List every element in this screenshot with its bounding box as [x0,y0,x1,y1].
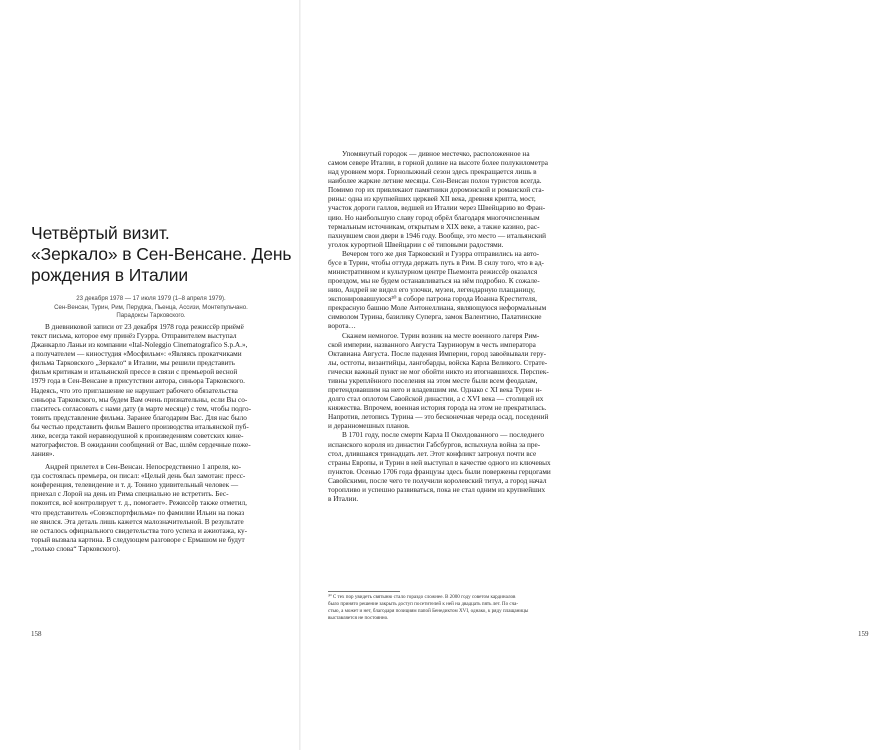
text-line: не явился. Эта деталь лишь кажется малозначительной. В результате [31,517,244,526]
text-line: гически важный пункт не мог обойти никто из втогнавшихся. Перспек- [328,367,549,376]
text-line: самом севере Италии, в горной долине на высоте более полукилометра [328,159,548,168]
text-line: лания». [31,450,55,459]
right-page [300,0,869,750]
text-line: Джанкарло Ланьи из компании «Ital-Noleggio Cinematografico S.p.A.», [31,341,248,350]
text-line: экспонировавшуюся³⁰ в соборе патрона города Иоанна Крестителя, [328,295,537,304]
text-line: фильма Тарковского „Зеркало“ в Италии, мы решили представить [31,359,235,368]
text-line: пунктов. Осенью 1706 года французы здесь были повержены герцогами [328,467,551,476]
text-line: синьора Тарковского, мы будем Вам очень признательны, если Вы со- [31,395,248,404]
text-line: Андрей прилетел в Сен-Венсан. Непосредственно 1 апреля, ко- [45,463,242,472]
text-line: прекрасную башню Моле Антонеллиана, являющуюся неформальным [328,304,547,313]
text-line: ворота… [328,322,356,331]
text-line: пахнувшем свои двери в 1946 году. Вообще, это место — итальянский [328,231,546,240]
text-line: что представитель «Совэкспортфильма» по фамилии Ильин на показ [31,508,245,517]
right-page-body [328,150,573,504]
chapter-places: Сен-Венсан, Турин, Рим, Перуджа, Пьенца, Ассизи, Монтепульчано. [54,303,248,311]
text-line: гласитесь согласовать с нами дату (в марте месяце) с тем, чтобы подго- [31,404,252,413]
left-page-body [31,323,274,554]
text-line: В дневниковой записи от 23 декабря 1978 года режиссёр приёмё [45,323,244,331]
text-line: матографистов. В ожидании сообщений от Вас, шлём сердечные поже- [31,441,251,450]
text-line: Упомянутый городок — дивное местечко, расположенное на [342,150,530,158]
text-line: министративном и культурном центре Пьемонта режиссёр оказался [328,268,538,277]
text-line: бы честью представить фильм Вашего производства итальянской пуб- [31,422,249,431]
text-line: стью, а может и нет, благодаря позициям папой Бенедиктом XVI, однако, к ряду плащаницы [328,608,529,614]
text-line: а получателем — киностудия «Мосфильм»: «Являясь прокатчиками [31,350,242,359]
text-line: было принято решение закрыть доступ посетителей к ней на двадцать пять лет. По сча- [328,601,519,607]
text-line: Вечером того же дня Тарковский и Гуэрра отправились на авто- [342,249,540,258]
text-line: Савойскими, после чего те получили королевский титул, а город начал [328,476,547,485]
text-line: выставляется не постоянно. [328,615,389,621]
text-line: текст письма, которое ему принёз Гуэрра. Отправителем выступал [31,332,237,341]
text-line: покоится, всё контролирует т. д., помогает». Режиссёр также отметил, [31,499,247,508]
text-line: термальным источникам, открытым в XIX веке, а также казино, рас- [328,222,540,231]
text-line: не осталось официального свидетельства того успеха и ажиотажа, ку- [31,526,248,535]
footnote-divider [328,591,400,592]
text-line: 1979 года в Сен-Венсане в присутствии автора, синьора Тарковского. [31,377,245,386]
chapter-title-line: Четвёртый визит. [31,223,170,243]
text-line: символом Турина, базилику Суперга, замок Валентино, Палатинские [328,313,542,322]
text-line: гда состоялась премьера, он писал: «Целый день был замотан: пресс- [31,472,246,481]
text-line: проездом, мы не будем останавливаться на нём подробно. К сожале- [328,277,540,286]
text-line: участок дороги галлов, ведшей из Италии через Швейцарию во Фран- [328,204,546,213]
text-line: Надеясь, что это приглашение не нарушает рабочего обязательства [31,386,238,395]
text-line: нию, Андрей не видел его улочки, музеи, легендарную плащаницу, [328,286,535,295]
text-line: торый вызвала картина. В следующем разговоре с Ермашом не будут [31,535,245,544]
text-line: наиболее жаркие летние месяцы. Сен-Венсан полон туристов всегда. [328,177,542,186]
page-number-left: 158 [31,630,42,638]
text-line: испанского короля из династии Габсбургов, вспыхнула война за пре- [328,440,541,449]
left-page [0,0,300,750]
text-line: лике, всегда такой неравнодушной к произведениям советских кине- [31,431,244,440]
text-line: и деранномешных планов. [328,422,410,431]
text-line: претендовавшим на него и владевшим им. Однако с XI века Турин н- [328,386,542,395]
text-line: страны Европы, и Турин в ней выступал в качестве одного из ключевых [328,458,551,467]
text-line: тивны укреплённого поселения на этом месте были всем феодалам, [328,376,538,385]
text-line: Октавиана Августа. После падения Империи, город завоёвывали геру- [328,349,547,358]
text-line: рины: одна из крупнейших церквей XII века, древняя крипта, мост, [328,195,536,204]
chapter-title [31,223,292,286]
text-line: торопливо и успешно развиваться, пока не стал одним из крупнейших [328,485,546,494]
chapter-title-line: рождения в Италии [31,265,189,285]
chapter-dates: 23 декабря 1978 — 17 июля 1979 (1–8 апреля 1979). [76,295,226,302]
text-line: „только слова“ Тарковского). [31,544,121,553]
text-line: Помимо гор их привлекают памятники доромэнской и романской ста- [328,186,545,195]
chapter-metadata [31,295,271,321]
chapter-subtitle: Парадоксы Тарковского. [116,312,186,320]
text-line: в Италии. [328,494,359,503]
text-line: конференция, телевидение и т. д. Тонино удивительный человек — [31,481,239,490]
text-line: княжества. Впрочем, военная история города на этом не прекратилась. [328,404,547,413]
text-line: бусе в Турин, чтобы оттуда держать путь в Рим. В силу того, что в ад- [328,258,544,267]
text-line: лы, остготы, византийцы, лангобарды, войска Карла Великого. Страте- [328,358,548,367]
text-line: товить представление фильма. Заранее благодарим Вас. Для нас было [31,413,247,422]
page-number-right: 159 [858,630,869,638]
text-line: ³⁰ С тех пор увидеть святыню стало гораздо сложнее. В 2000 году советом кардиналов [328,594,516,600]
chapter-title-line: «Зеркало» в Сен-Венсане. День [31,244,292,264]
text-line: стол, длившаяся тринадцать лет. Этот конфликт затронул почти все [328,449,537,458]
text-line: приехал с Лорой на день из Рима специально не встретить. Бес- [31,490,229,499]
text-line: Скажем немногое. Турин возник на месте военного лагеря Рим- [342,331,540,340]
text-line: уголок курортной Швейцарии с её типовыми радостями. [328,240,504,249]
text-line: В 1701 году, после смерти Карла II Околдованного — последнего [342,431,545,440]
footnote [328,594,573,622]
text-line: ской империи, названного Августа Тауринорум в честь императора [328,340,536,349]
text-line: цию. Но наибольшую славу город обрёл благодаря многочисленным [328,213,540,222]
text-line: фильм критикам и итальянской прессе в связи с премьерой весной [31,368,238,377]
text-line: над уровнем моря. Горнолыжный сезон здесь прекращается лишь в [328,168,537,177]
text-line: Напротив, летопись Турина — это бесконечная череда осад, поседений [328,413,549,422]
text-line: долго стал оплотом Савойской династии, а с XVI века — столицей их [328,395,544,404]
